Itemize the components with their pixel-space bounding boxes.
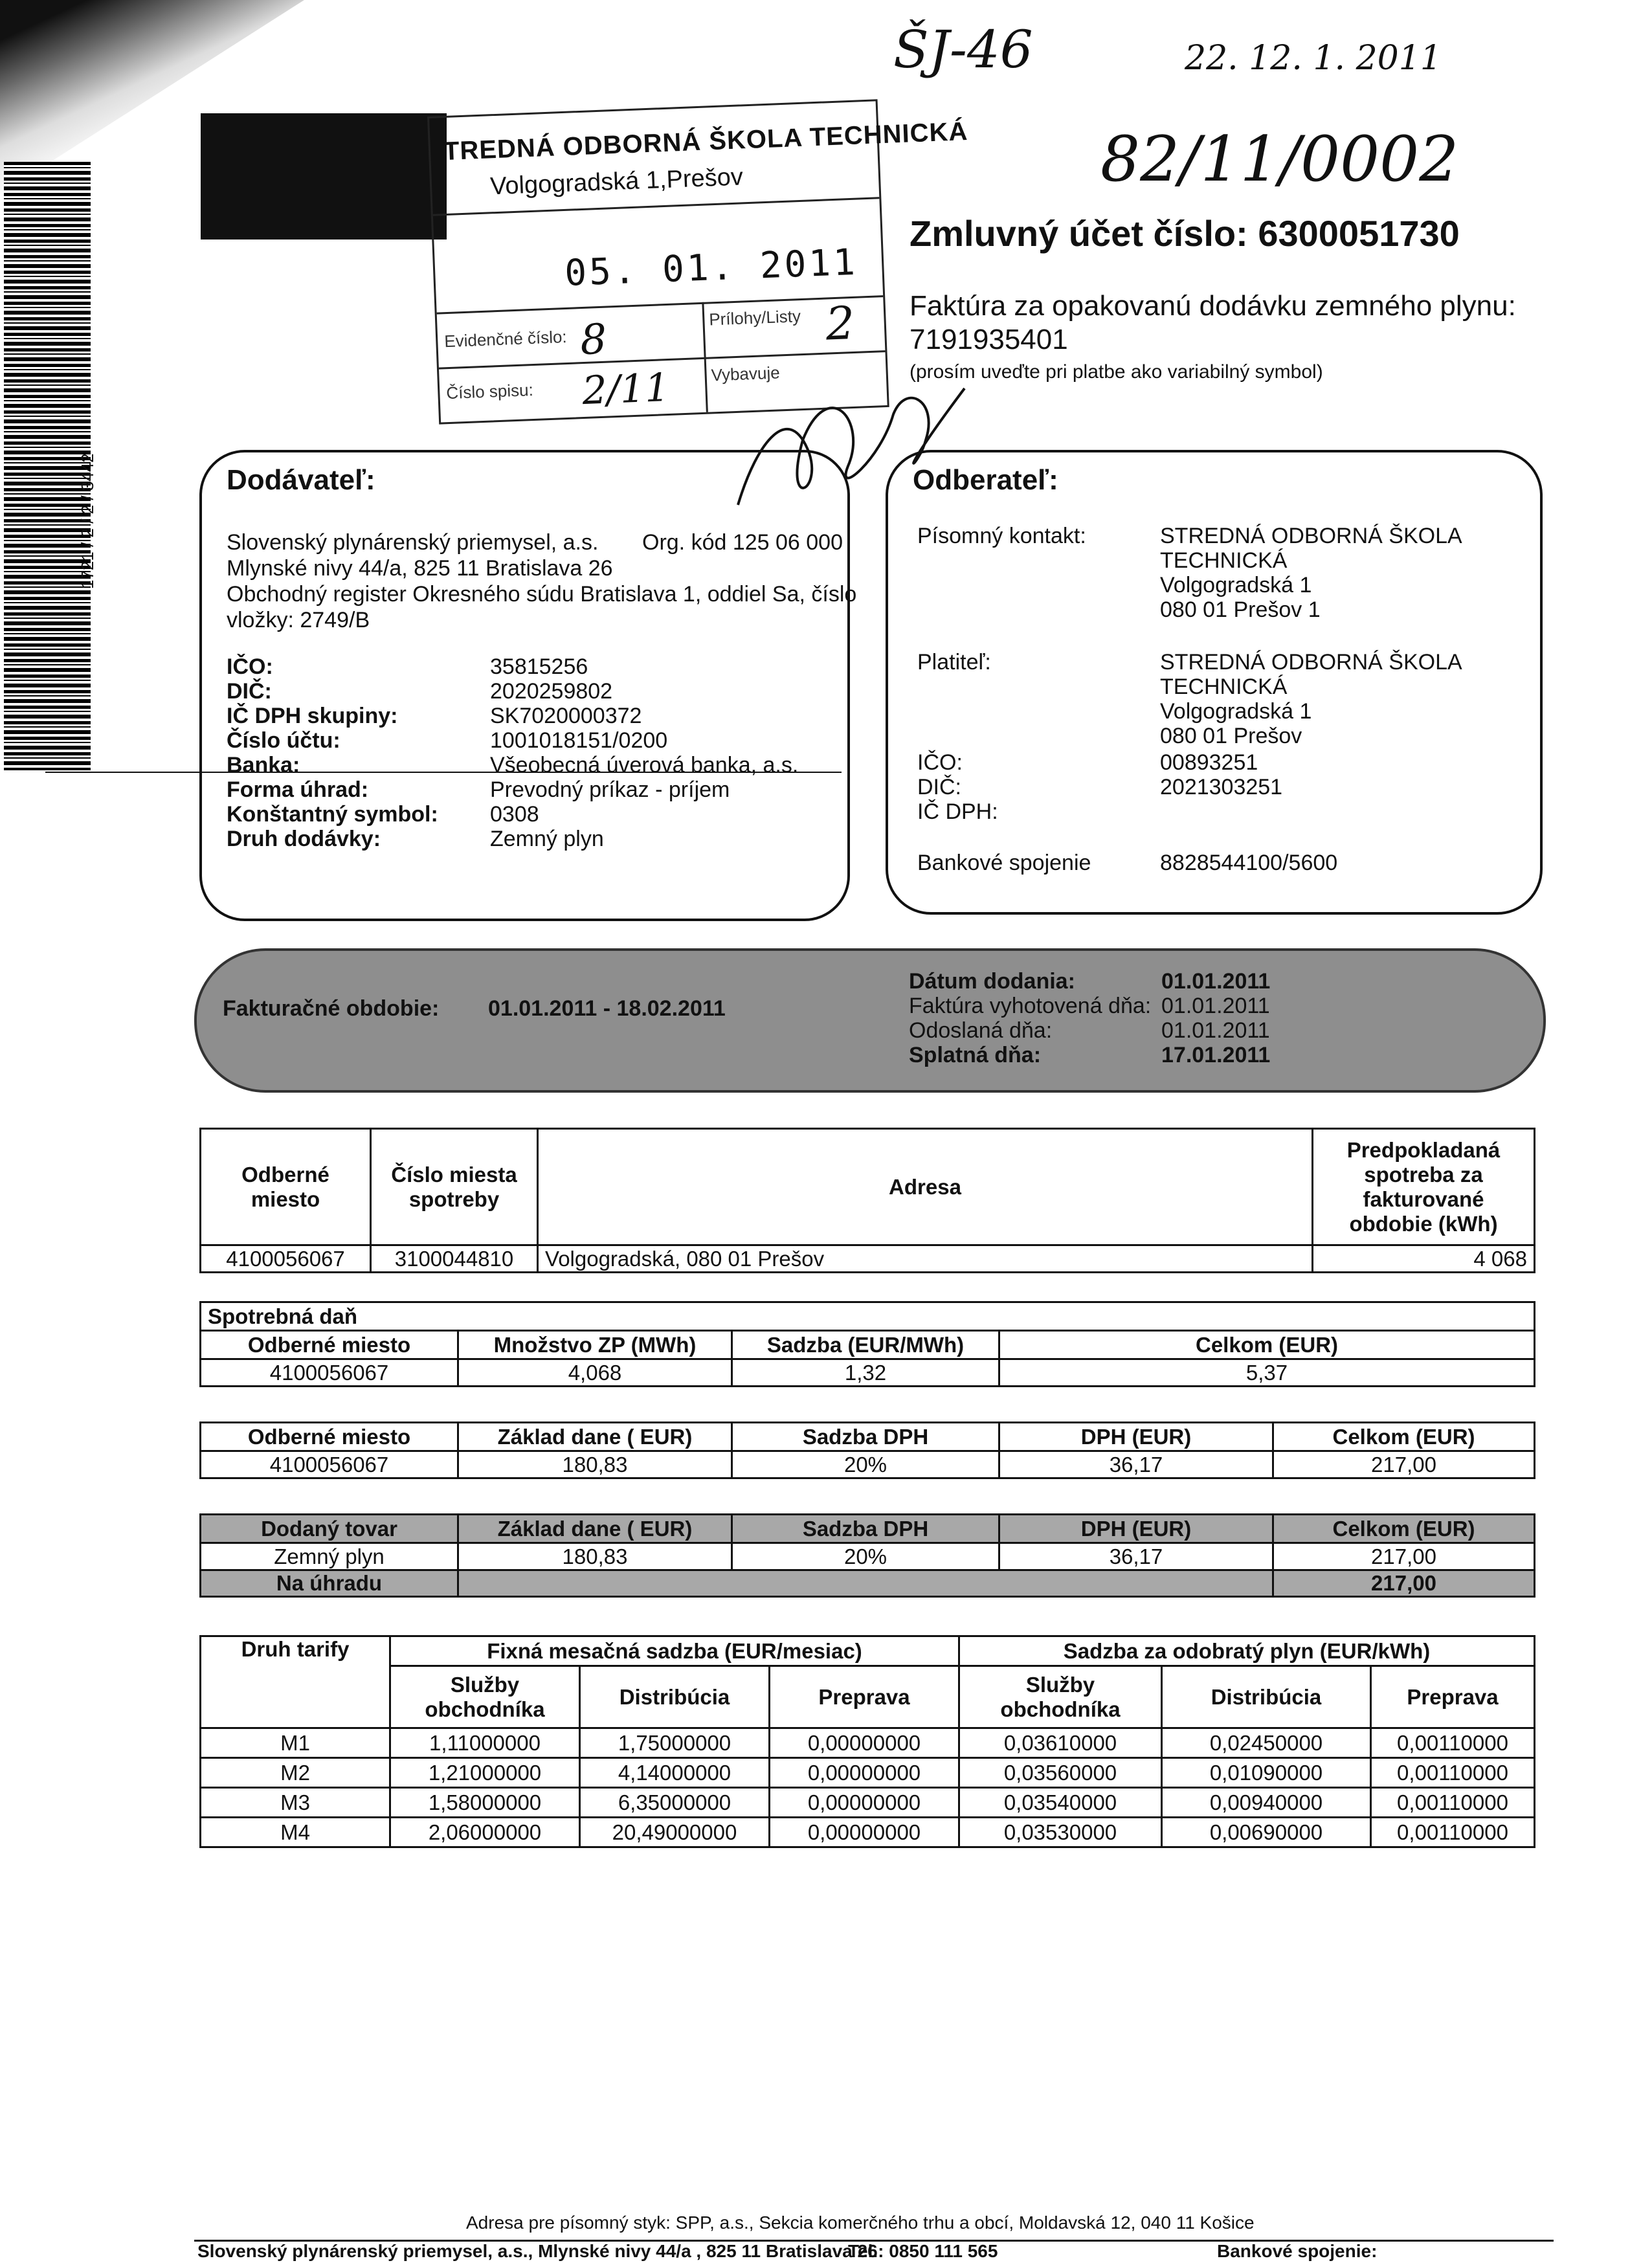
tariff-col-variable: Sadzba za odobratý plyn (EUR/kWh) <box>959 1636 1535 1666</box>
invoice-number: 7191935401 <box>910 324 1068 355</box>
delivery-date-label: Dátum dodania: <box>909 969 1075 994</box>
tariff-cell: 0,01090000 <box>1162 1758 1371 1788</box>
amount-due: 217,00 <box>1273 1570 1535 1597</box>
payer-line-3: Volgogradská 1 <box>1160 699 1312 724</box>
sent-date: 01.01.2011 <box>1161 1018 1270 1043</box>
table-row <box>201 1728 1535 1758</box>
tariff-cell: 4,14000000 <box>580 1758 770 1788</box>
goods-cell-tovar: Zemný plyn <box>201 1543 458 1570</box>
vat-col-celkom: Celkom (EUR) <box>1273 1423 1535 1451</box>
handwritten-ref: ŠJ-46 <box>893 19 1033 80</box>
tariff-cell: M1 <box>201 1728 390 1758</box>
excise-cell-miesto: 4100056067 <box>201 1359 458 1387</box>
tariff-sub-preprava: Preprava <box>770 1666 959 1728</box>
vat-cell-zaklad: 180,83 <box>458 1451 732 1478</box>
tariff-cell: 0,00110000 <box>1371 1818 1535 1847</box>
stamp-listy-label: Prílohy/Listy <box>708 306 801 329</box>
excise-cell-celkom: 5,37 <box>999 1359 1535 1387</box>
invoice-subtitle: Faktúra za opakovanú dodávku zemného plynu: <box>910 290 1516 322</box>
stamp-evid-value: 8 <box>579 315 608 365</box>
period-value: 01.01.2011 - 18.02.2011 <box>488 996 726 1021</box>
tariff-cell: 2,06000000 <box>390 1818 580 1847</box>
supplier-box <box>199 450 857 921</box>
col-spotreba: Predpokladaná spotreba za fakturované obdobie (kWh) <box>1313 1129 1535 1245</box>
amount-due-spacer <box>458 1570 1273 1597</box>
payer-line-2: TECHNICKÁ <box>1160 674 1288 699</box>
tariff-sub-distribucia-2: Distribúcia <box>1162 1666 1371 1728</box>
tariff-cell: 0,00940000 <box>1162 1788 1371 1818</box>
goods-payment-table <box>199 1513 1535 1598</box>
customer-dic-label: DIČ: <box>917 775 961 799</box>
customer-box <box>886 450 1543 915</box>
goods-col-celkom: Celkom (EUR) <box>1273 1515 1535 1543</box>
col-adresa: Adresa <box>538 1129 1313 1245</box>
footer-phone: Tel.: 0850 111 565 <box>848 2241 998 2261</box>
excise-cell-mnozstvo: 4,068 <box>458 1359 732 1387</box>
tariff-cell: 0,03540000 <box>959 1788 1162 1818</box>
tariff-cell: 1,58000000 <box>390 1788 580 1818</box>
delivery-date: 01.01.2011 <box>1161 969 1271 994</box>
stamp-address: Volgogradská 1,Prešov <box>489 163 744 201</box>
stamp-evid-label: Evidenčné číslo: <box>443 326 568 351</box>
excise-col-mnozstvo: Množstvo ZP (MWh) <box>458 1331 732 1359</box>
supplier-ico: 35815256 <box>490 654 588 679</box>
amount-due-label: Na úhradu <box>201 1570 458 1597</box>
goods-cell-dph: 36,17 <box>999 1543 1273 1570</box>
tariff-cell: 0,00000000 <box>770 1728 959 1758</box>
tariff-cell: 0,00690000 <box>1162 1818 1371 1847</box>
contact-label: Písomný kontakt: <box>917 524 1086 548</box>
payer-line-1: STREDNÁ ODBORNÁ ŠKOLA <box>1160 650 1462 674</box>
due-date-label: Splatná dňa: <box>909 1043 1042 1067</box>
supplier-bank: Všeobecná úverová banka, a.s. <box>490 753 799 777</box>
sent-date-label: Odoslaná dňa: <box>909 1018 1053 1043</box>
table-row <box>201 1788 1535 1818</box>
excise-col-sadzba: Sadzba (EUR/MWh) <box>732 1331 999 1359</box>
tariff-cell: 0,00110000 <box>1371 1758 1535 1788</box>
supplier-delivery-label: Druh dodávky: <box>227 827 381 851</box>
stamp-vybavuje-label: Vybavuje <box>711 362 781 385</box>
customer-bank-label: Bankové spojenie <box>917 851 1091 875</box>
customer-bank: 8828544100/5600 <box>1160 851 1338 875</box>
table-row <box>201 1818 1535 1847</box>
customer-heading: Odberateľ: <box>913 464 1058 496</box>
contact-line-4: 080 01 Prešov 1 <box>1160 597 1321 622</box>
contact-line-1: STREDNÁ ODBORNÁ ŠKOLA <box>1160 524 1462 548</box>
supplier-dic: 2020259802 <box>490 679 613 704</box>
table-row <box>201 1451 1535 1478</box>
supplier-bank-label: Banka: <box>227 753 300 777</box>
strike-line <box>45 772 842 773</box>
table-row <box>201 1245 1535 1273</box>
tariff-sub-sluzby-2: Služby obchodníka <box>959 1666 1162 1728</box>
tariff-cell: 0,03610000 <box>959 1728 1162 1758</box>
consumption-place-table <box>199 1128 1535 1273</box>
supplier-heading: Dodávateľ: <box>227 464 375 496</box>
payer-line-4: 080 01 Prešov <box>1160 724 1302 748</box>
footer-address: Adresa pre písomný styk: SPP, a.s., Sekcia komerčného trhu a obcí, Moldavská 12, 040 11 Košice <box>466 2213 1255 2233</box>
tariff-cell: 0,00000000 <box>770 1788 959 1818</box>
supplier-symbol: 0308 <box>490 802 539 827</box>
vat-col-dph: DPH (EUR) <box>999 1423 1273 1451</box>
goods-col-dph: DPH (EUR) <box>999 1515 1273 1543</box>
payer-label: Platiteľ: <box>917 650 991 674</box>
billing-period-banner <box>194 948 1546 1093</box>
tariff-cell: 0,00000000 <box>770 1758 959 1788</box>
cell-adresa: Volgogradská, 080 01 Prešov <box>538 1245 1313 1273</box>
issued-date-label: Faktúra vyhotovená dňa: <box>909 994 1152 1018</box>
redaction-block <box>201 113 447 240</box>
vat-col-sadzba: Sadzba DPH <box>732 1423 999 1451</box>
supplier-address: Mlynské nivy 44/a, 825 11 Bratislava 26 <box>227 556 613 581</box>
supplier-payment-label: Forma úhrad: <box>227 777 369 802</box>
goods-cell-zaklad: 180,83 <box>458 1543 732 1570</box>
supplier-dic-label: DIČ: <box>227 679 272 704</box>
table-row <box>201 1570 1535 1597</box>
handwritten-date: 22. 12. 1. 2011 <box>1185 39 1442 78</box>
excise-title: Spotrebná daň <box>201 1302 1535 1331</box>
contact-line-2: TECHNICKÁ <box>1160 548 1288 573</box>
tariff-cell: 20,49000000 <box>580 1818 770 1847</box>
customer-ico-label: IČO: <box>917 750 963 775</box>
invoice-note: (prosím uveďte pri platbe ako variabilný symbol) <box>910 361 1323 383</box>
supplier-register: Obchodný register Okresného súdu Bratislava 1, oddiel Sa, číslo <box>227 582 857 607</box>
margin-code: 1721 / 2 / 2 / 3442 <box>78 453 97 589</box>
supplier-ico-label: IČO: <box>227 654 273 679</box>
tariff-cell: 0,03560000 <box>959 1758 1162 1788</box>
customer-dic: 2021303251 <box>1160 775 1283 799</box>
goods-cell-celkom: 217,00 <box>1273 1543 1535 1570</box>
vat-cell-celkom: 217,00 <box>1273 1451 1535 1478</box>
issued-date: 01.01.2011 <box>1161 994 1270 1018</box>
cell-cislo-miesta: 3100044810 <box>371 1245 538 1273</box>
supplier-payment: Prevodný príkaz - príjem <box>490 777 730 802</box>
supplier-icdph: SK7020000372 <box>490 704 642 728</box>
excise-col-miesto: Odberné miesto <box>201 1331 458 1359</box>
footer-bank: Bankové spojenie: <box>1217 2241 1378 2261</box>
goods-cell-sadzba: 20% <box>732 1543 999 1570</box>
tariff-cell: 1,21000000 <box>390 1758 580 1788</box>
excise-col-celkom: Celkom (EUR) <box>999 1331 1535 1359</box>
due-date: 17.01.2011 <box>1161 1043 1271 1067</box>
supplier-account: 1001018151/0200 <box>490 728 668 753</box>
tariff-table <box>199 1635 1535 1848</box>
col-odberne-miesto: Odberné miesto <box>201 1129 371 1245</box>
excise-cell-sadzba: 1,32 <box>732 1359 999 1387</box>
cell-odberne-miesto: 4100056067 <box>201 1245 371 1273</box>
tariff-cell: 0,00110000 <box>1371 1788 1535 1818</box>
tariff-cell: M2 <box>201 1758 390 1788</box>
contact-line-3: Volgogradská 1 <box>1160 573 1312 597</box>
tariff-cell: 0,03530000 <box>959 1818 1162 1847</box>
goods-col-sadzba: Sadzba DPH <box>732 1515 999 1543</box>
vat-cell-dph: 36,17 <box>999 1451 1273 1478</box>
supplier-register-2: vložky: 2749/B <box>227 608 370 632</box>
table-row <box>201 1758 1535 1788</box>
excise-tax-table <box>199 1301 1535 1387</box>
vat-col-miesto: Odberné miesto <box>201 1423 458 1451</box>
period-label: Fakturačné obdobie: <box>223 996 440 1021</box>
tariff-sub-distribucia: Distribúcia <box>580 1666 770 1728</box>
supplier-symbol-label: Konštantný symbol: <box>227 802 438 827</box>
vat-cell-miesto: 4100056067 <box>201 1451 458 1478</box>
vat-cell-sadzba: 20% <box>732 1451 999 1478</box>
handwritten-number: 82/11/0002 <box>1100 123 1459 195</box>
vat-col-zaklad: Základ dane ( EUR) <box>458 1423 732 1451</box>
tariff-cell: M3 <box>201 1788 390 1818</box>
supplier-account-label: Číslo účtu: <box>227 728 340 753</box>
stamp-spis-label: Číslo spisu: <box>445 380 534 403</box>
supplier-icdph-label: IČ DPH skupiny: <box>227 704 398 728</box>
stamp-divider <box>437 295 884 314</box>
customer-ico: 00893251 <box>1160 750 1258 775</box>
vat-table <box>199 1421 1535 1479</box>
tariff-cell: 0,02450000 <box>1162 1728 1371 1758</box>
tariff-cell: 0,00110000 <box>1371 1728 1535 1758</box>
table-row <box>201 1543 1535 1570</box>
stamp-date: 05. 01. 2011 <box>564 241 858 295</box>
table-row <box>201 1359 1535 1387</box>
customer-icdph-label: IČ DPH: <box>917 799 998 824</box>
tariff-cell: 6,35000000 <box>580 1788 770 1818</box>
supplier-delivery: Zemný plyn <box>490 827 604 851</box>
goods-col-tovar: Dodaný tovar <box>201 1515 458 1543</box>
supplier-name: Slovenský plynárenský priemysel, a.s. <box>227 530 599 555</box>
col-cislo-miesta: Číslo miesta spotreby <box>371 1129 538 1245</box>
stamp-school: TREDNÁ ODBORNÁ ŠKOLA TECHNICKÁ <box>443 117 969 166</box>
tariff-col-druh: Druh tarify <box>201 1636 390 1728</box>
tariff-cell: M4 <box>201 1818 390 1847</box>
cell-spotreba: 4 068 <box>1313 1245 1535 1273</box>
account-title: Zmluvný účet číslo: 6300051730 <box>910 213 1460 254</box>
tariff-cell: 1,11000000 <box>390 1728 580 1758</box>
footer-company: Slovenský plynárenský priemysel, a.s., Mlynské nivy 44/a , 825 11 Bratislava 26 <box>197 2241 878 2261</box>
tariff-sub-preprava-2: Preprava <box>1371 1666 1535 1728</box>
stamp-listy-value: 2 <box>825 296 856 351</box>
supplier-org-code: Org. kód 125 06 000 <box>642 530 843 555</box>
tariff-sub-sluzby: Služby obchodníka <box>390 1666 580 1728</box>
stamp-spis-value: 2/11 <box>581 364 671 414</box>
tariff-cell: 0,00000000 <box>770 1818 959 1847</box>
tariff-cell: 1,75000000 <box>580 1728 770 1758</box>
goods-col-zaklad: Základ dane ( EUR) <box>458 1515 732 1543</box>
tariff-col-fixed: Fixná mesačná sadzba (EUR/mesiac) <box>390 1636 959 1666</box>
